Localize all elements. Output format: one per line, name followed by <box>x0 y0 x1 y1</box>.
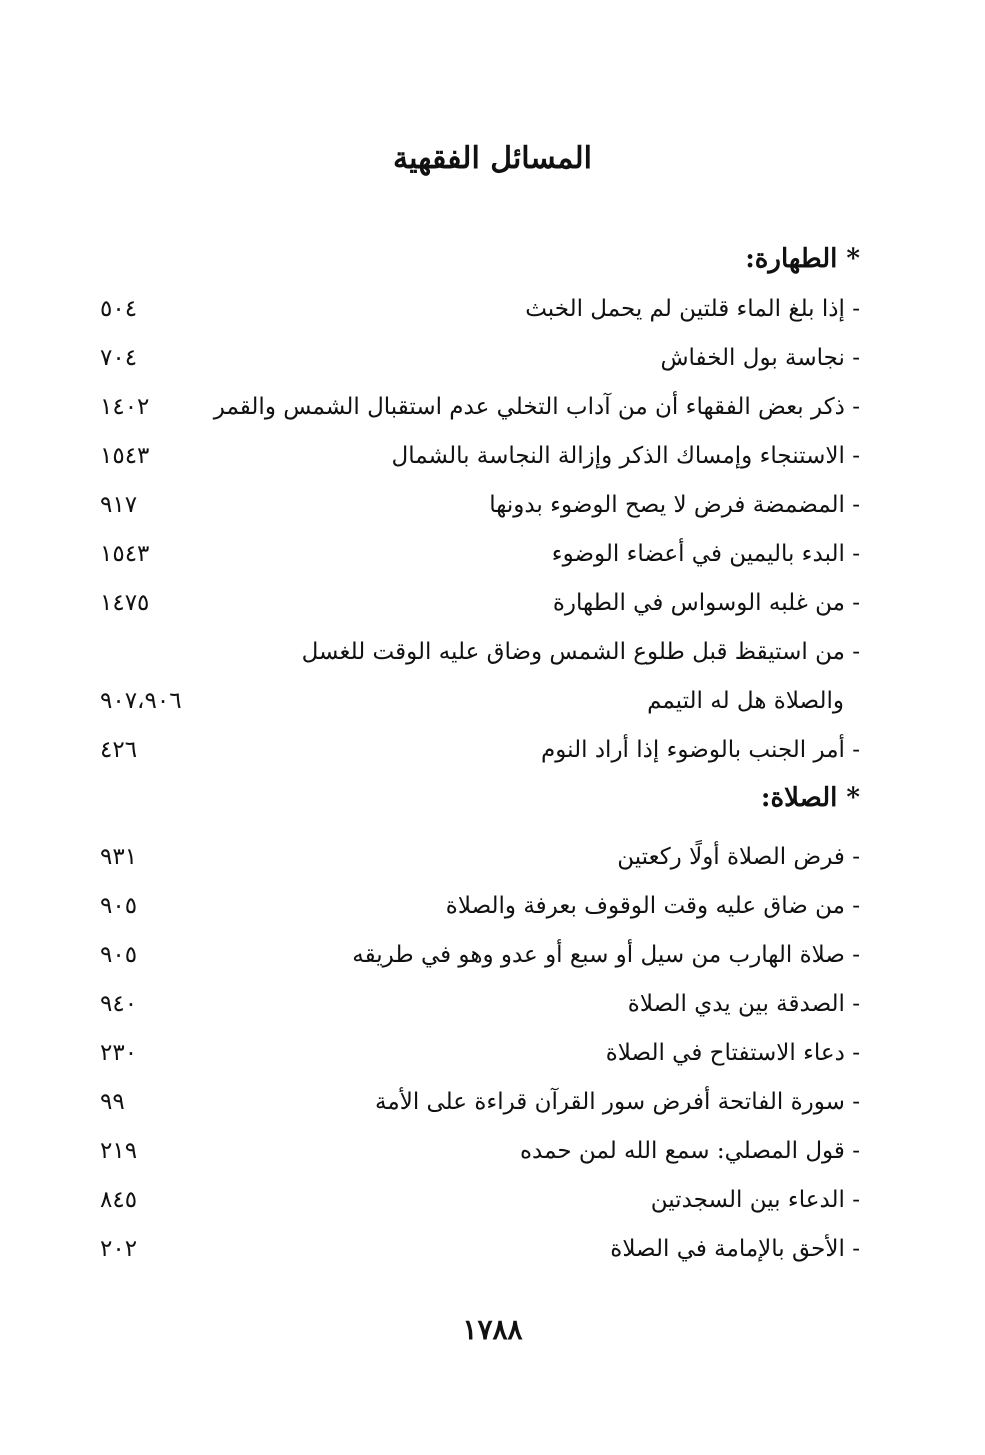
section-spacer <box>100 823 860 832</box>
entry-page-ref: ٩٩ <box>100 1088 125 1115</box>
index-entry <box>100 627 860 676</box>
entry-text: - سورة الفاتحة أفرض سور القرآن قراءة على الأمة <box>375 1088 860 1115</box>
entry-page-ref: ٩٠٧،٩٠٦ <box>100 687 182 714</box>
entry-text: - دعاء الاستفتاح في الصلاة <box>605 1039 860 1066</box>
entry-text: - الأحق بالإمامة في الصلاة <box>610 1235 860 1262</box>
entry-text: - صلاة الهارب من سيل أو سبع أو عدو وهو في طريقه <box>352 941 860 968</box>
index-entry <box>100 832 860 881</box>
index-entry <box>100 431 860 480</box>
entry-text: - فرض الصلاة أولًا ركعتين <box>617 843 860 870</box>
entry-text: - ذكر بعض الفقهاء أن من آداب التخلي عدم استقبال الشمس والقمر <box>213 393 860 420</box>
entry-page-ref: ٧٠٤ <box>100 344 138 371</box>
page-number: ١٧٨٨ <box>462 1313 523 1346</box>
index-entry <box>100 529 860 578</box>
entry-text: - من غلبه الوسواس في الطهارة <box>552 589 860 616</box>
entry-page-ref: ٩٤٠ <box>100 990 138 1017</box>
index-entry <box>100 1175 860 1224</box>
entry-page-ref: ٢١٩ <box>100 1137 138 1164</box>
index-entry <box>100 1028 860 1077</box>
entry-text: - من استيقظ قبل طلوع الشمس وضاق عليه الوقت للغسل <box>301 638 860 665</box>
index-entry <box>100 930 860 979</box>
entry-page-ref: ١٥٤٣ <box>100 540 150 567</box>
index-entry <box>100 284 860 333</box>
index-entry <box>100 578 860 627</box>
index-entry-continuation <box>100 676 860 725</box>
index-entry <box>100 1077 860 1126</box>
section-heading-prayer: * الصلاة: <box>760 783 860 813</box>
entry-text: - الاستنجاء وإمساك الذكر وإزالة النجاسة بالشمال <box>391 442 860 469</box>
entry-page-ref: ٥٠٤ <box>100 295 138 322</box>
page-title: المسائل الفقهية <box>392 141 593 176</box>
entry-page-ref: ١٤٠٢ <box>100 393 150 420</box>
entry-text: - إذا بلغ الماء قلتين لم يحمل الخبث <box>525 295 860 322</box>
entry-page-ref: ٩٠٥ <box>100 892 138 919</box>
entry-page-ref: ١٤٧٥ <box>100 589 150 616</box>
entry-page-ref: ٩٠٥ <box>100 941 138 968</box>
entry-text: - الصدقة بين يدي الصلاة <box>627 990 860 1017</box>
index-entry <box>100 480 860 529</box>
entry-text: - البدء باليمين في أعضاء الوضوء <box>551 540 860 567</box>
entry-text: - نجاسة بول الخفاش <box>660 344 860 371</box>
entry-page-ref: ٨٤٥ <box>100 1186 138 1213</box>
index-entry <box>100 333 860 382</box>
index-entry <box>100 725 860 774</box>
entry-page-ref: ٩١٧ <box>100 491 138 518</box>
section-heading-purification: * الطهارة: <box>745 244 860 274</box>
entry-text: - الدعاء بين السجدتين <box>650 1186 860 1213</box>
entry-text: - من ضاق عليه وقت الوقوف بعرفة والصلاة <box>445 892 860 919</box>
index-entry <box>100 1126 860 1175</box>
entry-page-ref: ١٥٤٣ <box>100 442 150 469</box>
entry-text: والصلاة هل له التيمم <box>647 687 844 714</box>
entry-page-ref: ٢٣٠ <box>100 1039 138 1066</box>
index-entry <box>100 1224 860 1273</box>
entry-text: - قول المصلي: سمع الله لمن حمده <box>519 1137 860 1164</box>
index-entry <box>100 881 860 930</box>
entry-page-ref: ٩٣١ <box>100 843 138 870</box>
index-list <box>100 235 860 1273</box>
entry-page-ref: ٢٠٢ <box>100 1235 138 1262</box>
entry-text: - المضمضة فرض لا يصح الوضوء بدونها <box>489 491 860 518</box>
entry-text: - أمر الجنب بالوضوء إذا أراد النوم <box>541 736 860 763</box>
index-entry <box>100 382 860 431</box>
index-entry <box>100 979 860 1028</box>
entry-page-ref: ٤٢٦ <box>100 736 138 763</box>
